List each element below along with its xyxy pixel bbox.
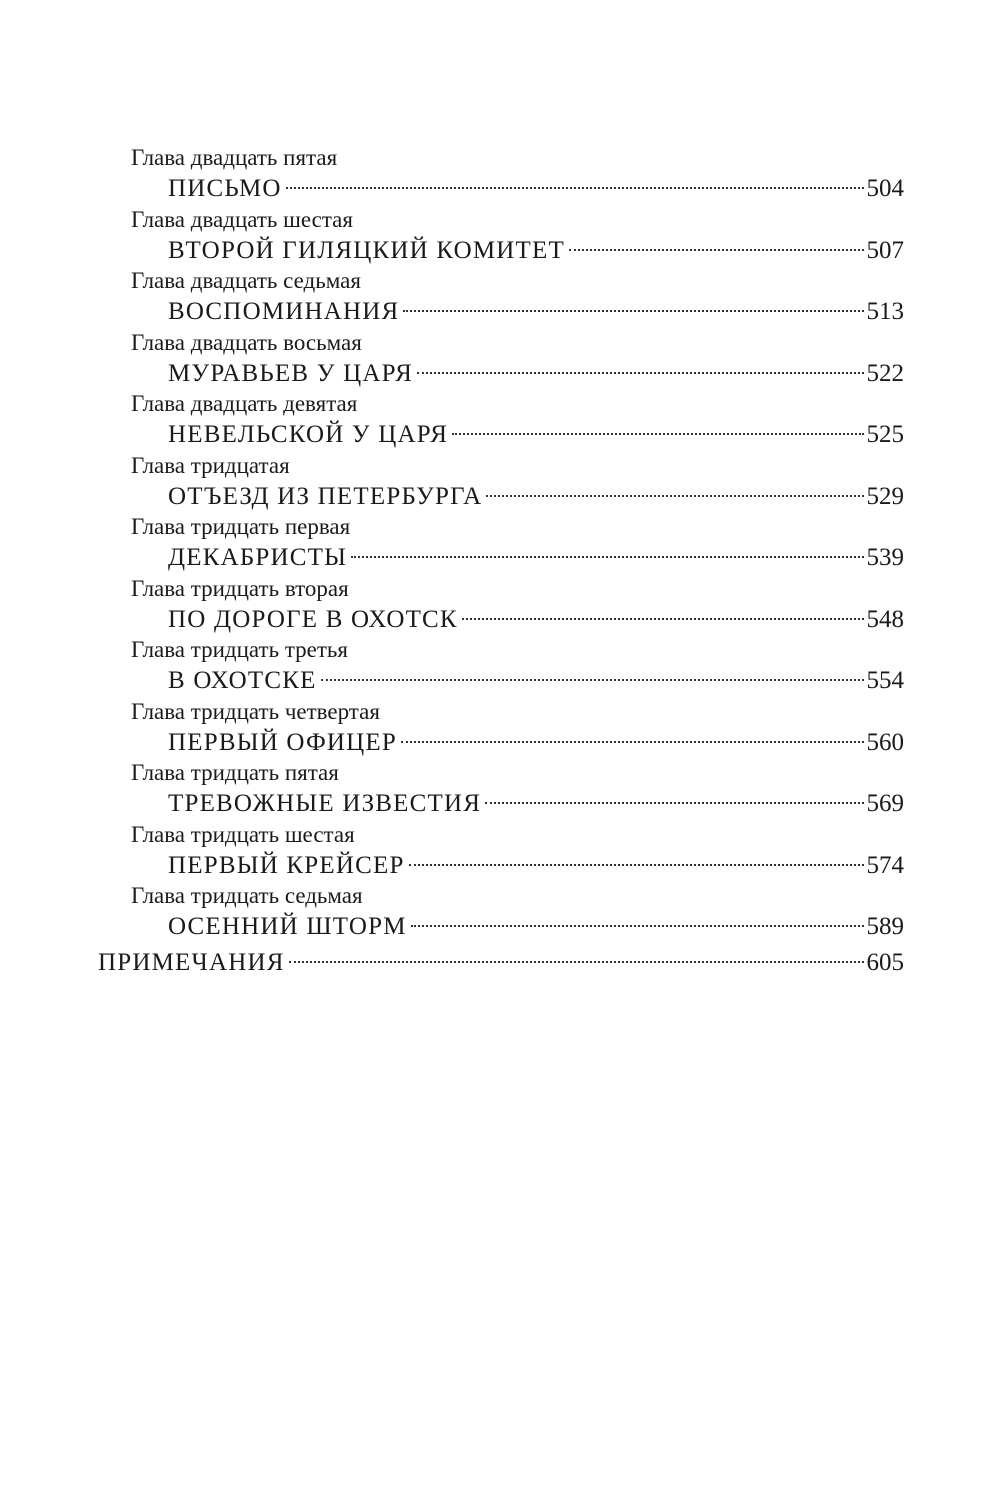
page-number: 548 <box>866 605 904 633</box>
chapter-label: Глава тридцать шестая <box>131 821 355 847</box>
toc-entry[interactable] <box>168 358 904 390</box>
chapter-label: Глава двадцать девятая <box>131 391 358 416</box>
toc-entry[interactable] <box>168 727 904 759</box>
toc-entry[interactable] <box>168 296 904 328</box>
chapter-label: Глава двадцать седьмая <box>131 268 361 293</box>
toc-entry[interactable] <box>168 235 904 267</box>
page-number: 589 <box>866 913 904 940</box>
chapter-title: ПИСЬМО <box>168 175 282 202</box>
chapter-label: Глава двадцать шестая <box>131 206 353 232</box>
chapter-title: В ОХОТСКЕ <box>168 667 317 694</box>
chapter-label: Глава тридцать пятая <box>131 760 339 785</box>
dot-leader <box>286 187 864 189</box>
notes-title: ПРИМЕЧАНИЯ <box>98 948 285 976</box>
page-number: 569 <box>866 790 904 817</box>
chapter-title: ОСЕННИЙ ШТОРМ <box>168 913 407 940</box>
dot-leader <box>409 864 864 866</box>
chapter-title: ТРЕВОЖНЫЕ ИЗВЕСТИЯ <box>168 790 482 817</box>
dot-leader <box>486 495 863 497</box>
page-number: 554 <box>866 667 904 694</box>
dot-leader <box>485 802 863 804</box>
page-number: 529 <box>866 482 904 510</box>
page-number: 525 <box>866 421 904 448</box>
dot-leader <box>403 310 863 312</box>
page-number: 513 <box>866 298 904 325</box>
dot-leader <box>462 618 864 620</box>
chapter-label: Глава двадцать пятая <box>131 145 338 170</box>
dot-leader <box>569 249 864 251</box>
dot-leader <box>321 679 864 681</box>
toc-entry[interactable] <box>168 788 904 820</box>
page-number: 574 <box>866 851 904 879</box>
chapter-label: Глава тридцатая <box>131 452 290 478</box>
page-number: 522 <box>866 359 904 387</box>
page-number: 504 <box>866 175 904 202</box>
toc-entry[interactable] <box>168 419 904 451</box>
dot-leader <box>289 961 864 963</box>
chapter-label: Глава тридцать четвертая <box>131 698 380 724</box>
toc-entry-notes[interactable] <box>98 947 904 979</box>
page-number: 539 <box>866 544 904 571</box>
dot-leader <box>411 925 864 927</box>
chapter-title: ПЕРВЫЙ ОФИЦЕР <box>168 728 398 756</box>
dot-leader <box>351 556 863 558</box>
dot-leader <box>452 433 863 435</box>
chapter-title: ПО ДОРОГЕ В ОХОТСК <box>168 605 458 633</box>
toc-entry[interactable] <box>168 604 904 636</box>
page-number: 605 <box>866 948 904 976</box>
page-number: 560 <box>866 728 904 756</box>
chapter-title: ДЕКАБРИСТЫ <box>168 544 348 571</box>
toc-entry[interactable] <box>168 911 904 943</box>
chapter-label: Глава тридцать первая <box>131 514 351 539</box>
chapter-title: НЕВЕЛЬСКОЙ У ЦАРЯ <box>168 421 449 448</box>
toc-entry[interactable] <box>168 173 904 205</box>
chapter-title: ОТЪЕЗД ИЗ ПЕТЕРБУРГА <box>168 482 483 510</box>
chapter-title: МУРАВЬЕВ У ЦАРЯ <box>168 359 413 387</box>
toc-entry[interactable] <box>168 850 904 882</box>
chapter-label: Глава тридцать вторая <box>131 575 349 601</box>
dot-leader <box>401 741 863 743</box>
chapter-label: Глава тридцать третья <box>131 637 348 662</box>
page-number: 507 <box>866 236 904 264</box>
chapter-label: Глава двадцать восьмая <box>131 329 362 355</box>
dot-leader <box>417 372 864 374</box>
chapter-title: ВТОРОЙ ГИЛЯЦКИЙ КОМИТЕТ <box>168 236 565 264</box>
chapter-label: Глава тридцать седьмая <box>131 883 363 908</box>
toc-entry[interactable] <box>168 542 904 574</box>
toc-entry[interactable] <box>168 481 904 513</box>
table-of-contents <box>98 143 904 978</box>
toc-entry[interactable] <box>168 665 904 697</box>
chapter-title: ВОСПОМИНАНИЯ <box>168 298 400 325</box>
chapter-title: ПЕРВЫЙ КРЕЙСЕР <box>168 851 405 879</box>
